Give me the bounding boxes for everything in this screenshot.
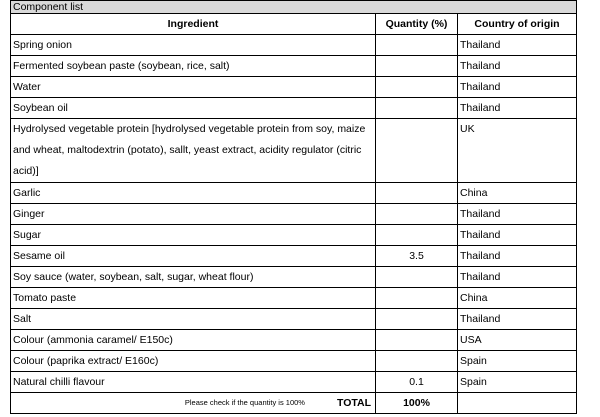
- origin-cell: Thailand: [458, 56, 577, 77]
- header-origin: Country of origin: [458, 14, 577, 35]
- quantity-cell: 3.5: [376, 246, 458, 267]
- table-row: [11, 330, 577, 351]
- quantity-cell: [376, 309, 458, 330]
- table-row: [11, 98, 577, 119]
- quantity-cell: [376, 267, 458, 288]
- header-row: [11, 14, 577, 35]
- ingredient-cell: Natural chilli flavour: [11, 372, 376, 393]
- origin-cell: USA: [458, 330, 577, 351]
- table-row: [11, 119, 577, 183]
- header-ingredient: Ingredient: [11, 14, 376, 35]
- origin-cell: Thailand: [458, 246, 577, 267]
- table-row: [11, 183, 577, 204]
- ingredient-cell: Tomato paste: [11, 288, 376, 309]
- origin-cell: Thailand: [458, 204, 577, 225]
- ingredient-cell: Hydrolysed vegetable protein [hydrolysed vegetable protein from soy, maize and wheat, maltodextrin (potato), sallt, yeast extract, acidity regulator (citric acid)]: [11, 119, 376, 183]
- quantity-cell: [376, 288, 458, 309]
- origin-cell: Thailand: [458, 98, 577, 119]
- quantity-cell: [376, 98, 458, 119]
- ingredient-cell: Sesame oil: [11, 246, 376, 267]
- quantity-cell: [376, 77, 458, 98]
- table-row: [11, 225, 577, 246]
- quantity-cell: [376, 56, 458, 77]
- ingredient-cell: Salt: [11, 309, 376, 330]
- ingredient-cell: Garlic: [11, 183, 376, 204]
- quantity-cell: [376, 119, 458, 183]
- origin-cell: Thailand: [458, 35, 577, 56]
- table-title: Component list: [11, 1, 577, 14]
- quantity-cell: [376, 35, 458, 56]
- ingredient-cell: Colour (ammonia caramel/ E150c): [11, 330, 376, 351]
- table-row: [11, 351, 577, 372]
- table-row: [11, 309, 577, 330]
- origin-cell: Spain: [458, 351, 577, 372]
- origin-cell: China: [458, 288, 577, 309]
- origin-cell: Thailand: [458, 267, 577, 288]
- total-value: 100%: [376, 393, 458, 414]
- quantity-cell: [376, 225, 458, 246]
- component-list-sheet: [10, 0, 576, 414]
- total-origin-cell: [458, 393, 577, 414]
- origin-cell: Thailand: [458, 225, 577, 246]
- table-row: [11, 372, 577, 393]
- ingredient-cell: Soybean oil: [11, 98, 376, 119]
- quantity-cell: [376, 204, 458, 225]
- origin-cell: Thailand: [458, 77, 577, 98]
- table-row: [11, 267, 577, 288]
- table-row: [11, 288, 577, 309]
- quantity-check-note: Please check if the quantity is 100%: [184, 398, 305, 407]
- ingredient-cell: Sugar: [11, 225, 376, 246]
- quantity-cell: 0.1: [376, 372, 458, 393]
- header-quantity: Quantity (%): [376, 14, 458, 35]
- ingredient-cell: Ginger: [11, 204, 376, 225]
- origin-cell: Spain: [458, 372, 577, 393]
- quantity-cell: [376, 183, 458, 204]
- ingredient-cell: Colour (paprika extract/ E160c): [11, 351, 376, 372]
- origin-cell: UK: [458, 119, 577, 183]
- total-label: TOTAL: [336, 397, 371, 409]
- title-row: [11, 1, 577, 14]
- origin-cell: Thailand: [458, 309, 577, 330]
- ingredient-cell: Spring onion: [11, 35, 376, 56]
- total-label-cell: [11, 393, 376, 414]
- table-row: [11, 246, 577, 267]
- total-label-wrap: [13, 393, 373, 413]
- total-row: [11, 393, 577, 414]
- quantity-cell: [376, 351, 458, 372]
- table-row: [11, 77, 577, 98]
- table-row: [11, 56, 577, 77]
- table-row: [11, 204, 577, 225]
- ingredient-cell: Water: [11, 77, 376, 98]
- component-table: [10, 0, 577, 414]
- origin-cell: China: [458, 183, 577, 204]
- ingredient-cell: Soy sauce (water, soybean, salt, sugar, wheat flour): [11, 267, 376, 288]
- ingredient-cell: Fermented soybean paste (soybean, rice, salt): [11, 56, 376, 77]
- quantity-cell: [376, 330, 458, 351]
- table-row: [11, 35, 577, 56]
